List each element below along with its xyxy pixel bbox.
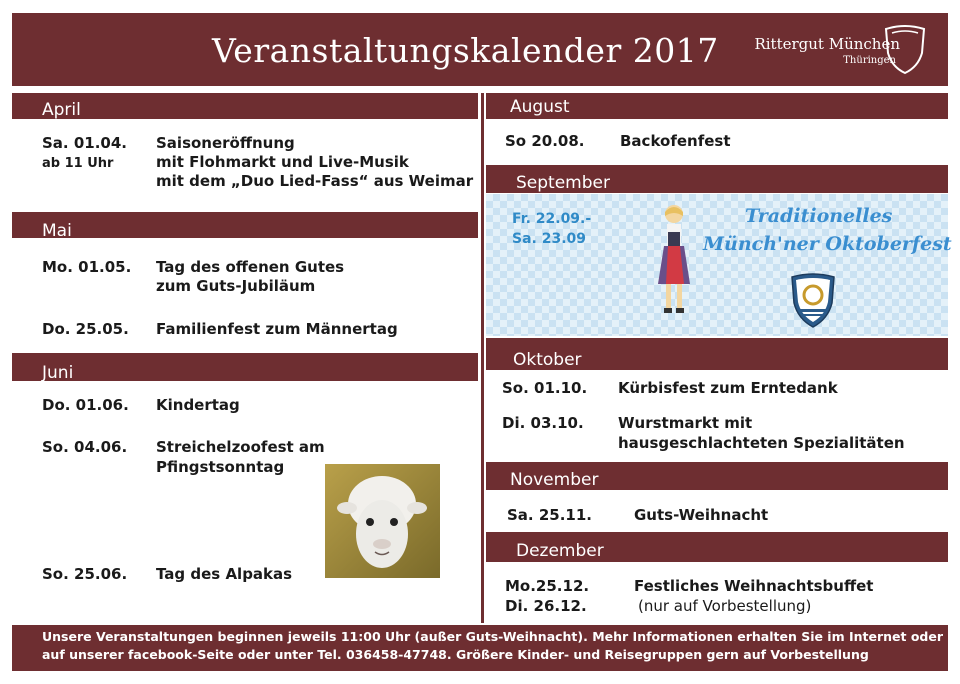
event-date: Do. 25.05. bbox=[42, 320, 129, 338]
month-label-oktober: Oktober bbox=[513, 350, 582, 370]
event-date: So 20.08. bbox=[505, 132, 585, 150]
event-title: Backofenfest bbox=[620, 132, 731, 150]
alpaca-photo bbox=[325, 464, 440, 578]
event-date: Mo.25.12. bbox=[505, 577, 590, 595]
event-date: Di. 26.12. bbox=[505, 597, 587, 615]
event-date: Sa. 23.09 bbox=[512, 231, 587, 247]
month-label-mai: Mai bbox=[42, 221, 72, 241]
event-time: ab 11 Uhr bbox=[42, 156, 114, 171]
month-label-april: April bbox=[42, 100, 81, 120]
oktoberfest-title: Traditionelles bbox=[745, 205, 893, 227]
event-date: So. 25.06. bbox=[42, 565, 128, 583]
column-divider bbox=[481, 93, 484, 623]
event-detail: (nur auf Vorbestellung) bbox=[638, 597, 812, 615]
event-title: Festliches Weihnachtsbuffet bbox=[634, 577, 874, 595]
footer-banner bbox=[12, 625, 948, 671]
event-title: Tag des Alpakas bbox=[156, 565, 293, 583]
event-title: Kindertag bbox=[156, 396, 240, 414]
event-title: Tag des offenen Gutes bbox=[156, 258, 345, 276]
header-banner bbox=[12, 13, 948, 86]
event-date: So. 01.10. bbox=[502, 379, 588, 397]
event-date: Do. 01.06. bbox=[42, 396, 129, 414]
event-detail: zum Guts-Jubiläum bbox=[156, 277, 316, 295]
oktoberfest-title: Münch'ner Oktoberfest bbox=[703, 233, 952, 255]
event-date: Fr. 22.09.- bbox=[512, 211, 592, 227]
dirndl-woman-illustration bbox=[652, 202, 696, 320]
month-label-september: September bbox=[516, 173, 610, 193]
event-title: Kürbisfest zum Erntedank bbox=[618, 379, 838, 397]
event-date: Sa. 25.11. bbox=[507, 506, 592, 524]
event-title: Wurstmarkt mit bbox=[618, 414, 753, 432]
shield-logo-icon bbox=[882, 23, 928, 75]
event-detail: hausgeschlachteten Spezialitäten bbox=[618, 434, 905, 452]
event-title: Streichelzoofest am bbox=[156, 438, 325, 456]
event-detail: mit Flohmarkt und Live-Musik bbox=[156, 153, 409, 171]
event-date: So. 04.06. bbox=[42, 438, 128, 456]
month-bar-juni bbox=[12, 353, 478, 381]
brand-name: Rittergut München bbox=[754, 35, 900, 53]
estate-crest-icon bbox=[790, 273, 836, 329]
month-label-november: November bbox=[510, 470, 599, 490]
brand-subtitle: Thüringen bbox=[843, 55, 896, 66]
month-label-dezember: Dezember bbox=[516, 541, 604, 561]
event-detail: Pfingstsonntag bbox=[156, 458, 285, 476]
month-bar-mai bbox=[12, 212, 478, 238]
month-label-august: August bbox=[510, 97, 570, 117]
month-label-juni: Juni bbox=[42, 363, 74, 383]
event-date: Di. 03.10. bbox=[502, 414, 584, 432]
event-title: Guts-Weihnacht bbox=[634, 506, 769, 524]
event-date: Mo. 01.05. bbox=[42, 258, 132, 276]
footer-text-line: auf unserer facebook-Seite oder unter Tel. 036458-47748. Größere Kinder- und Reisegruppen gern auf Vorbestellung bbox=[42, 647, 869, 662]
event-detail: mit dem „Duo Lied-Fass“ aus Weimar bbox=[156, 172, 474, 190]
page-title: Veranstaltungskalender 2017 bbox=[212, 31, 719, 70]
event-title: Familienfest zum Männertag bbox=[156, 320, 398, 338]
month-bar-april bbox=[12, 93, 478, 119]
event-date: Sa. 01.04. bbox=[42, 134, 127, 152]
footer-text-line: Unsere Veranstaltungen beginnen jeweils 11:00 Uhr (außer Guts-Weihnacht). Mehr Informationen erhalten Sie im Internet oder bbox=[42, 629, 944, 644]
event-title: Saisoneröffnung bbox=[156, 134, 295, 152]
